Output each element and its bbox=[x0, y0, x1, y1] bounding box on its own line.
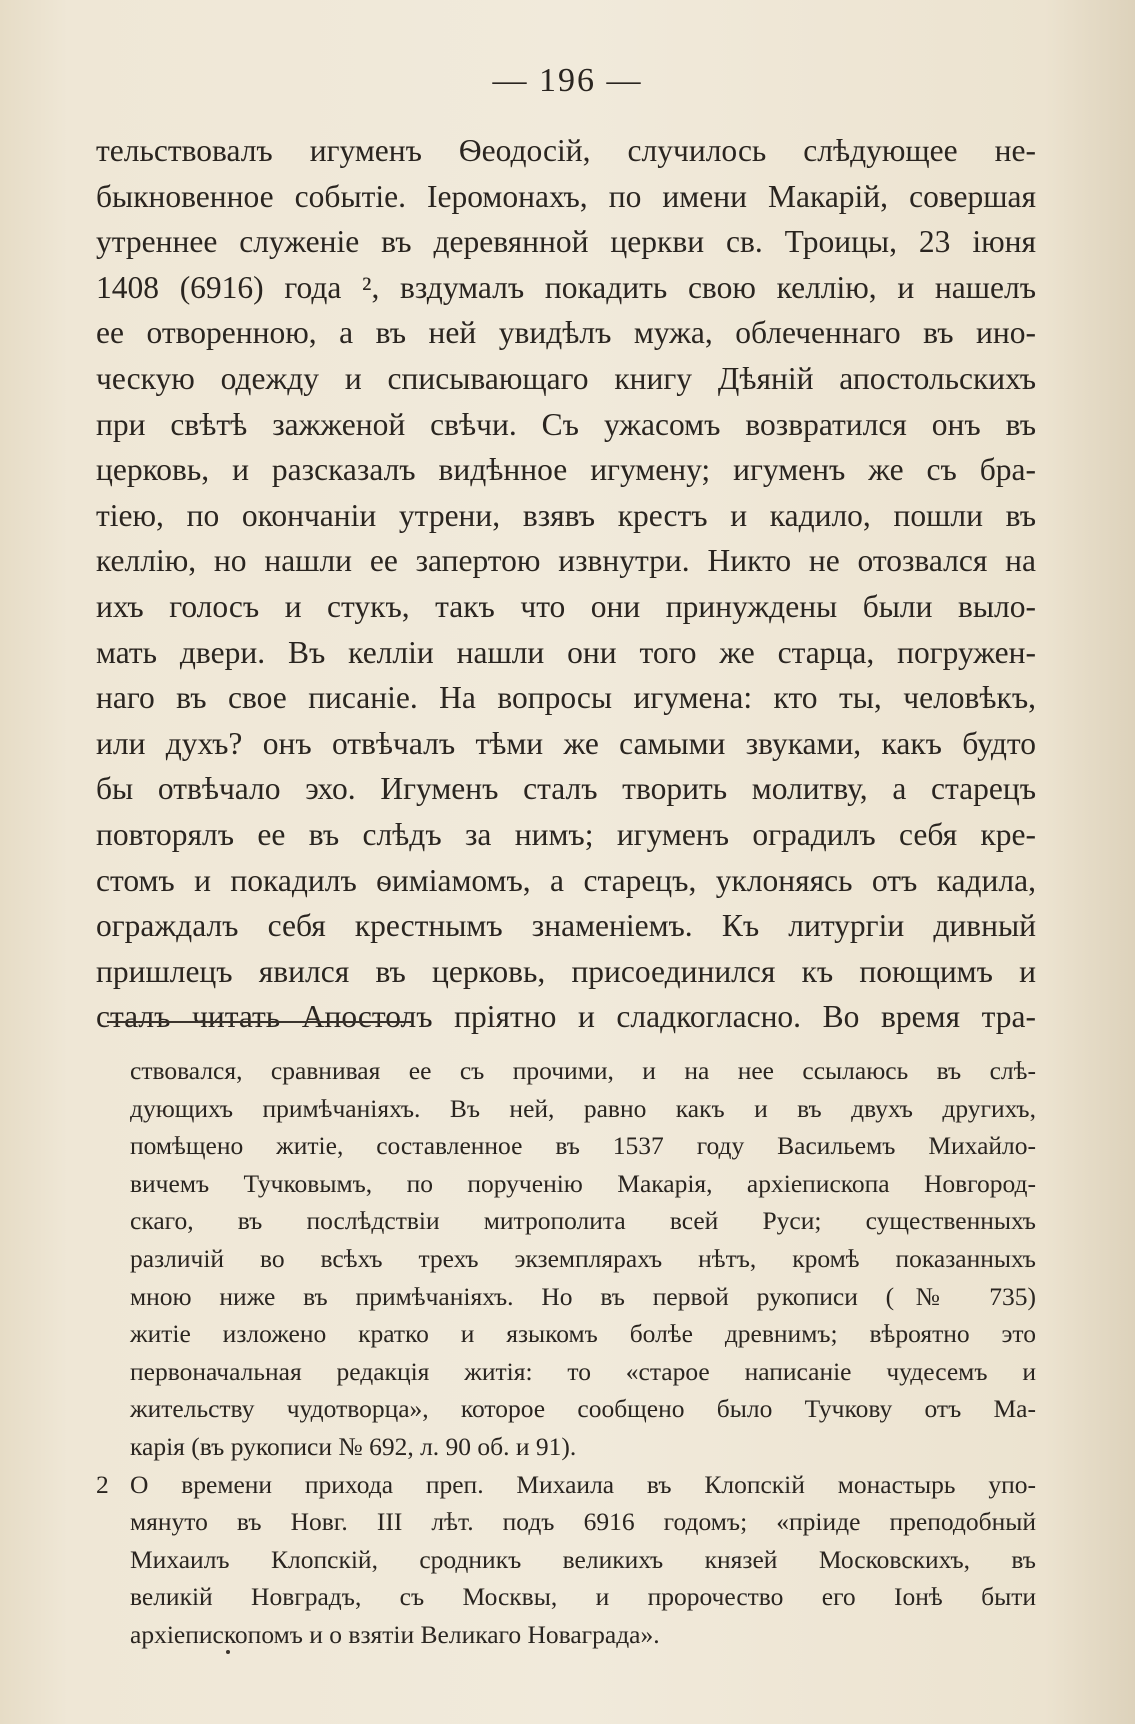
text-line: утреннее служеніе въ деревянной церкви св. Троицы, 23 іюня bbox=[96, 224, 1036, 260]
text-line: тельствовалъ игуменъ Ѳеодосій, случилось слѣдующее не- bbox=[96, 133, 1036, 168]
text-line: стомъ и покадилъ ѳиміамомъ, а старецъ, уклоняясь отъ кадила, bbox=[96, 862, 1036, 898]
page-number: — 196 — bbox=[492, 62, 643, 99]
footnote-line: ствовался, сравнивая ее съ прочими, и на нее ссылаюсь въ слѣ- bbox=[130, 1056, 1036, 1085]
text-line: ее отворенною, а въ ней увидѣлъ мужа, облеченнаго въ ино- bbox=[96, 315, 1036, 351]
footnote-line: различій во всѣхъ трехъ экземплярахъ нѣтъ, кромѣ показанныхъ bbox=[130, 1243, 1036, 1273]
text-line: быкновенное событіе. Іеромонахъ, по имени Макарій, совершая bbox=[96, 178, 1036, 214]
footnote-line: мною ниже въ примѣчаніяхъ. Но въ первой рукописи (№ 735) bbox=[130, 1281, 1036, 1311]
text-line: при свѣтѣ зажженой свѣчи. Съ ужасомъ возвратился онъ въ bbox=[96, 406, 1036, 442]
footnote-2 bbox=[96, 1466, 1036, 1654]
footnote-line: первоначальная редакція житія: то «старое написаніе чудесемъ и bbox=[130, 1356, 1036, 1386]
footnote-number: 2 bbox=[96, 1469, 109, 1499]
text-line: келлію, но нашли ее запертою извнутри. Никто не отозвался на bbox=[96, 543, 1036, 579]
main-text bbox=[96, 128, 1036, 1040]
text-line: ихъ голосъ и стукъ, такъ что они принуждены были выло- bbox=[96, 588, 1036, 624]
footnote-line: вичемъ Тучковымъ, по порученію Макарія, архіепископа Новгород- bbox=[130, 1168, 1036, 1198]
text-line: или духъ? онъ отвѣчалъ тѣми же самыми звуками, какъ будто bbox=[96, 725, 1036, 761]
footnotes bbox=[96, 1052, 1036, 1654]
footnote-1-continuation bbox=[96, 1052, 1036, 1466]
footnote-divider bbox=[107, 1021, 411, 1023]
footnote-text: О времени прихода преп. Михаила въ Клопскій монастырь упо- bbox=[130, 1469, 1036, 1499]
ink-speck bbox=[226, 1650, 230, 1654]
text-line: церковь, и разсказалъ видѣнное игумену; игуменъ же съ бра- bbox=[96, 452, 1036, 488]
text-line: тіею, по окончаніи утрени, взявъ крестъ и кадило, пошли въ bbox=[96, 497, 1036, 533]
text-line: пришлецъ явился въ церковь, присоединился къ поющимъ и bbox=[96, 953, 1036, 989]
text-line: наго въ свое писаніе. На вопросы игумена: кто ты, человѣкъ, bbox=[96, 680, 1036, 716]
footnote-line: великій Новградъ, съ Москвы, и пророчество его Іонѣ быти bbox=[130, 1582, 1036, 1612]
text-line: бы отвѣчало эхо. Игуменъ сталъ творить молитву, а старецъ bbox=[96, 771, 1036, 807]
footnote-line: жительству чудотворца», которое сообщено было Тучкову отъ Ма- bbox=[130, 1394, 1036, 1424]
text-line: ограждалъ себя крестнымъ знаменіемъ. Къ литургіи дивный bbox=[96, 908, 1036, 944]
footnote-line: архіепископомъ и о взятіи Великаго Новаграда». bbox=[130, 1619, 660, 1649]
footnote-line: скаго, въ послѣдствіи митрополита всей Руси; существенныхъ bbox=[130, 1206, 1036, 1236]
footnote-line: Михаилъ Клопскій, сродникъ великихъ князей Московскихъ, въ bbox=[130, 1544, 1036, 1574]
footnote-line: житіе изложено кратко и языкомъ болѣе древнимъ; вѣроятно это bbox=[130, 1319, 1036, 1349]
text-line: 1408 (6916) года ², вздумалъ покадить свою келлію, и нашелъ bbox=[96, 269, 1036, 305]
text-line: сталъ читать Апостолъ пріятно и сладкогласно. Во время тра- bbox=[96, 999, 1036, 1035]
footnote-line: мянуто въ Новг. III лѣт. подъ 6916 годомъ; «пріиде преподобный bbox=[130, 1507, 1036, 1537]
footnote-line bbox=[96, 1466, 1036, 1504]
footnote-line: помѣщено житіе, составленное въ 1537 году Васильемъ Михайло- bbox=[130, 1131, 1036, 1161]
footnote-line: дующихъ примѣчаніяхъ. Въ ней, равно какъ и въ двухъ другихъ, bbox=[130, 1093, 1036, 1123]
text-line: ческую одежду и списывающаго книгу Дѣяній апостольскихъ bbox=[96, 360, 1036, 396]
footnote-line: карія (въ рукописи № 692, л. 90 об. и 91). bbox=[130, 1431, 577, 1461]
text-line: мать двери. Въ келліи нашли они того же старца, погружен- bbox=[96, 634, 1036, 670]
text-line: повторялъ ее въ слѣдъ за нимъ; игуменъ оградилъ себя кре- bbox=[96, 816, 1036, 852]
